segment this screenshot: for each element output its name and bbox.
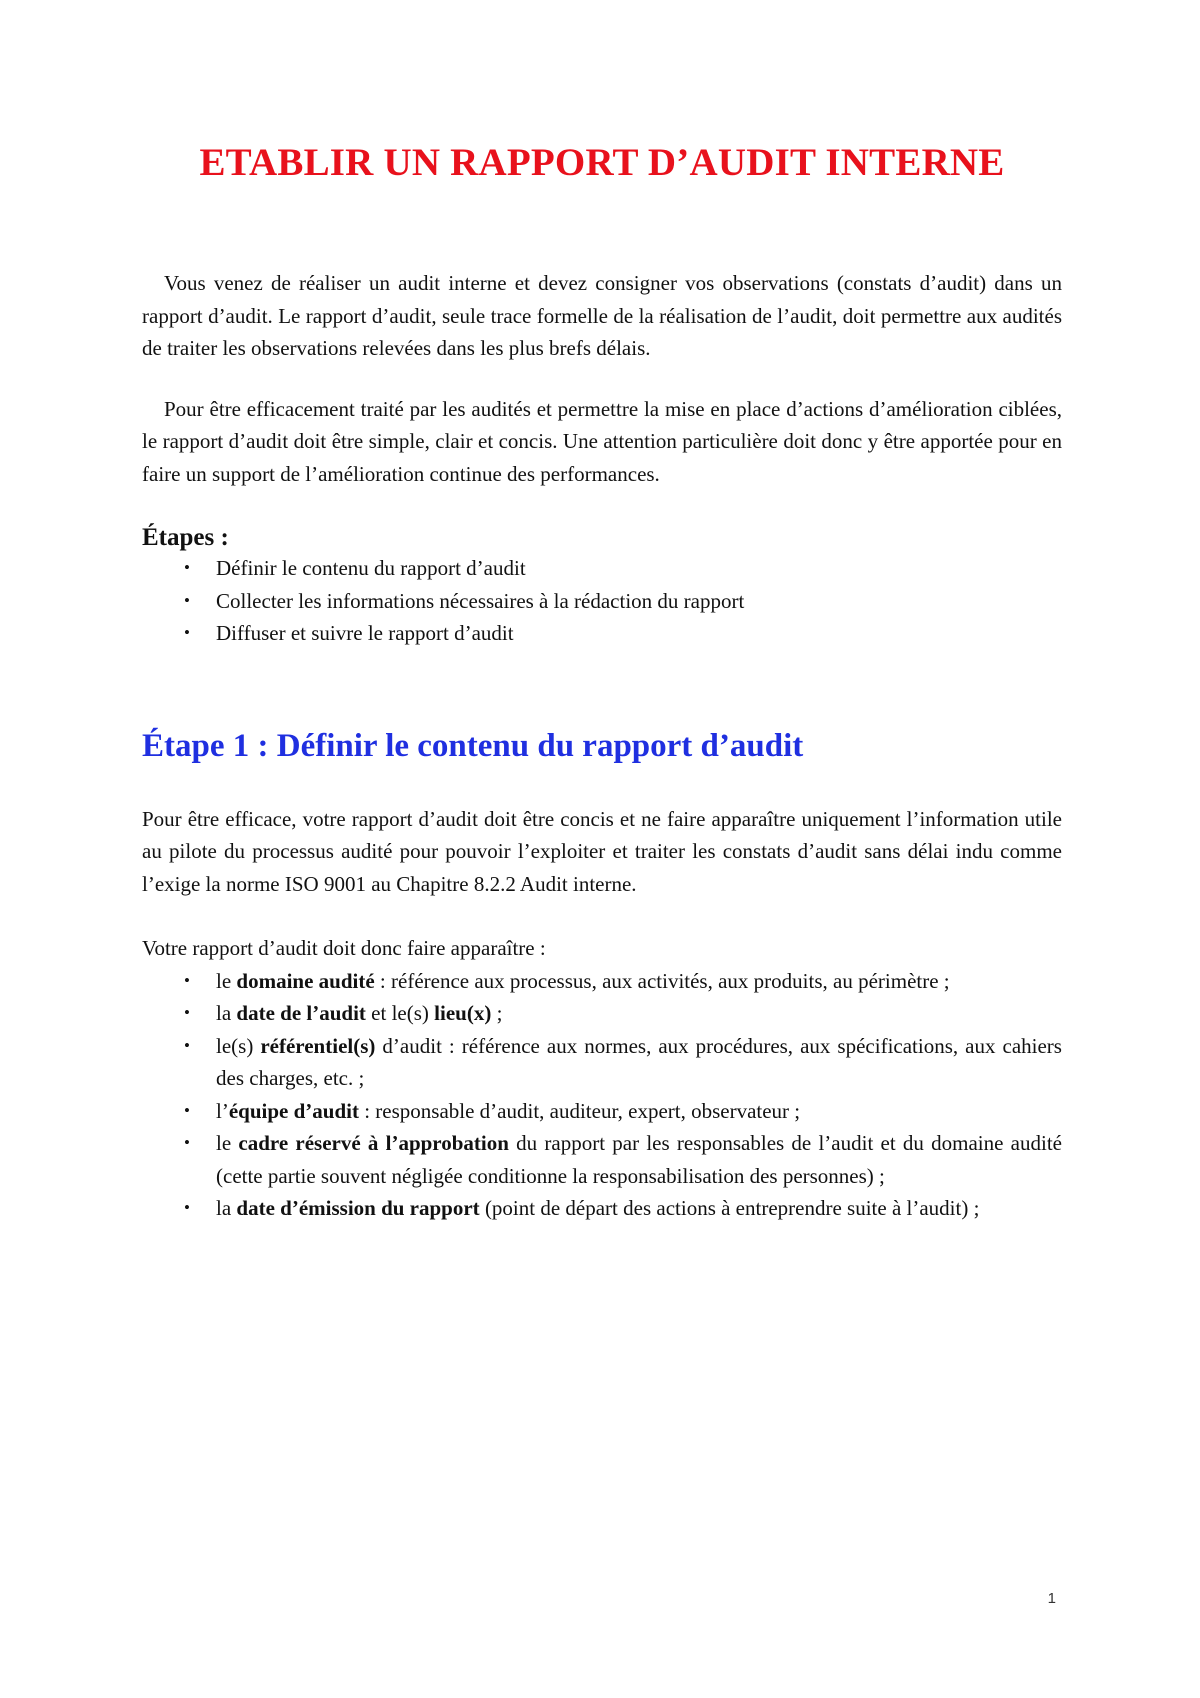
list-item	[142, 965, 1062, 998]
item-suffix: : responsable d’audit, auditeur, expert, observateur ;	[358, 1098, 801, 1123]
item-keyword: domaine audité	[236, 968, 375, 993]
item-prefix: la	[216, 1196, 237, 1220]
bullet-icon: •	[184, 1035, 190, 1055]
bullet-icon: •	[184, 590, 190, 610]
item-keyword: date d’émission du rapport	[236, 1196, 480, 1220]
item-keyword: cadre réservé à l’approbation	[238, 1131, 509, 1155]
list-item	[142, 1127, 1062, 1192]
list-item	[142, 1192, 1062, 1225]
etapes-list	[142, 552, 1062, 650]
list-item	[142, 552, 1062, 585]
item-suffix: (point de départ des actions à entreprendre suite à l’audit) ;	[479, 1196, 980, 1220]
bullet-icon: •	[184, 1100, 190, 1120]
list-item	[142, 617, 1062, 650]
etape-text: Diffuser et suivre le rapport d’audit	[216, 621, 514, 645]
bullet-icon: •	[184, 558, 190, 577]
item-keyword: date de l’audit	[236, 1001, 366, 1025]
item-prefix: le	[216, 968, 237, 993]
bullet-icon: •	[184, 1003, 190, 1022]
item-prefix: le(s)	[216, 1033, 261, 1058]
list-item	[142, 1030, 1062, 1095]
item-keyword: équipe d’audit	[228, 1098, 359, 1123]
bullet-icon: •	[184, 1198, 190, 1217]
report-content-list	[142, 965, 1062, 1225]
list-item	[142, 1095, 1062, 1128]
step1-heading: Étape 1 : Définir le contenu du rapport d’audit	[142, 727, 804, 764]
bullet-icon: •	[184, 623, 190, 642]
document-title: ETABLIR UN RAPPORT D’AUDIT INTERNE	[199, 141, 1005, 184]
item-suffix: du rapport par les responsables de l’audit et du domaine audité (cette partie souvent négligée conditionne la responsabilisation des personnes) ;	[216, 1131, 1062, 1188]
step1-lead-in: Votre rapport d’audit doit donc faire apparaître :	[142, 936, 546, 960]
item-suffix: d’audit : référence aux normes, aux procédures, aux spécifications, aux cahiers des charges, etc. ;	[216, 1033, 1062, 1090]
item-prefix: la	[216, 1001, 237, 1025]
item-keyword: référentiel(s)	[260, 1033, 376, 1058]
page-content	[142, 140, 1062, 1225]
item-middle: et le(s)	[365, 1001, 435, 1025]
etape-text: Collecter les informations nécessaires à la rédaction du rapport	[216, 588, 745, 613]
item-prefix: l’	[216, 1098, 229, 1123]
bullet-icon: •	[184, 1133, 190, 1152]
bullet-icon: •	[184, 970, 190, 990]
etape-text: Définir le contenu du rapport d’audit	[216, 556, 526, 580]
item-suffix: ;	[491, 1001, 503, 1025]
item-suffix: : référence aux processus, aux activités, aux produits, au périmètre ;	[374, 968, 950, 993]
intro-paragraph-2: Pour être efficacement traité par les audités et permettre la mise en place d’actions d’amélioration ciblées, le rapport d’audit doit être simple, clair et concis. Une attention particulière doit donc y être apportée pour en faire un support de l’amélioration continue des performances.	[142, 396, 1062, 486]
step1-paragraph: Pour être efficace, votre rapport d’audit doit être concis et ne faire apparaître uniquement l’information utile au pilote du processus audité pour pouvoir l’exploiter et traiter les constats d’audit sans délai indu comme l’exige la norme ISO 9001 au Chapitre 8.2.2 Audit interne.	[142, 806, 1062, 896]
item-prefix: le	[216, 1131, 239, 1155]
etapes-heading: Étapes :	[142, 524, 229, 551]
intro-paragraph-1: Vous venez de réaliser un audit interne et devez consigner vos observations (constats d’audit) dans un rapport d’audit. Le rapport d’audit, seule trace formelle de la réalisation de l’audit, doit permettre aux audités de traiter les observations relevées dans les plus brefs délais.	[142, 271, 1062, 360]
list-item	[142, 585, 1062, 618]
list-item	[142, 997, 1062, 1030]
page-number: 1	[1047, 1590, 1056, 1607]
item-keyword-2: lieu(x)	[434, 1001, 492, 1025]
